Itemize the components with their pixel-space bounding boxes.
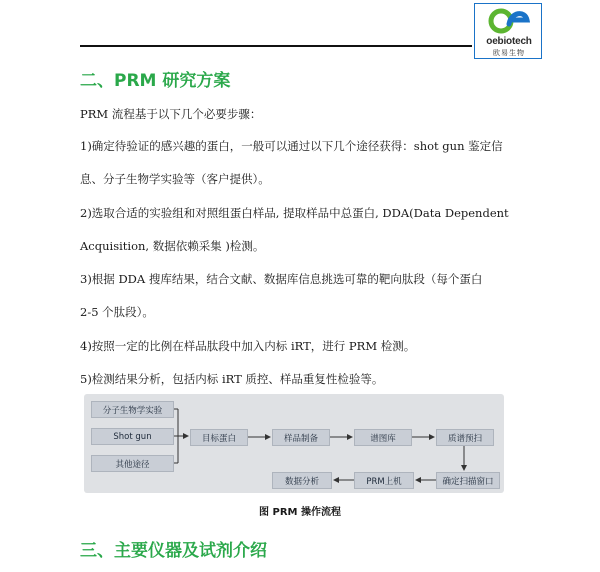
- flow-step-sample-prep: 样品制备: [272, 429, 330, 446]
- paragraph-step4: 4)按照一定的比例在样品肽段中加入内标 iRT，进行 PRM 检测。: [80, 339, 416, 353]
- flow-source-shotgun: Shot gun: [91, 428, 174, 445]
- paragraph-step1-line1: 1)确定待验证的感兴趣的蛋白，一般可以通过以下几个途径获得：shot gun 鉴定信: [80, 139, 503, 153]
- flow-step-target-protein: 目标蛋白: [190, 429, 248, 446]
- flow-source-other: 其他途径: [91, 455, 174, 472]
- figure-caption: 图 PRM 操作流程: [259, 507, 341, 518]
- paragraph-step1-line2: 息、分子生物学实验等（客户提供）。: [80, 172, 270, 186]
- logo-brand-text: oebiotech: [486, 36, 532, 47]
- logo-brand-cn: 欧易生物: [493, 49, 525, 57]
- company-logo: [474, 3, 542, 59]
- flow-step-ms-prescan: 质谱预扫: [436, 429, 494, 446]
- paragraph-step2-line1: 2)选取合适的实验组和对照组蛋白样品, 提取样品中总蛋白, DDA(Data Dependent: [80, 206, 509, 220]
- flow-step-spectral-library: 谱图库: [354, 429, 412, 446]
- paragraph-step3-line1: 3)根据 DDA 搜库结果，结合文献、数据库信息挑选可靠的靶向肽段（每个蛋白: [80, 272, 483, 286]
- paragraph-step2-line2: Acquisition, 数据依赖采集 )检测。: [80, 239, 265, 253]
- paragraph-intro: PRM 流程基于以下几个必要步骤：: [80, 107, 262, 121]
- prm-flowchart: [84, 394, 504, 493]
- paragraph-step3-line2: 2-5 个肽段）。: [80, 305, 154, 319]
- logo-mark-icon: [475, 6, 543, 36]
- header-rule: [80, 45, 472, 47]
- flow-step-scan-window: 确定扫描窗口: [436, 472, 500, 489]
- section-heading-instruments: 三、主要仪器及试剂介绍: [80, 541, 267, 561]
- section-heading-prm: 二、PRM 研究方案: [80, 71, 231, 91]
- flow-source-molecular-biology: 分子生物学实验: [91, 401, 174, 418]
- flow-step-prm-run: PRM上机: [354, 472, 414, 489]
- paragraph-step5: 5)检测结果分析，包括内标 iRT 质控、样品重复性检验等。: [80, 372, 384, 386]
- flow-step-data-analysis: 数据分析: [272, 472, 332, 489]
